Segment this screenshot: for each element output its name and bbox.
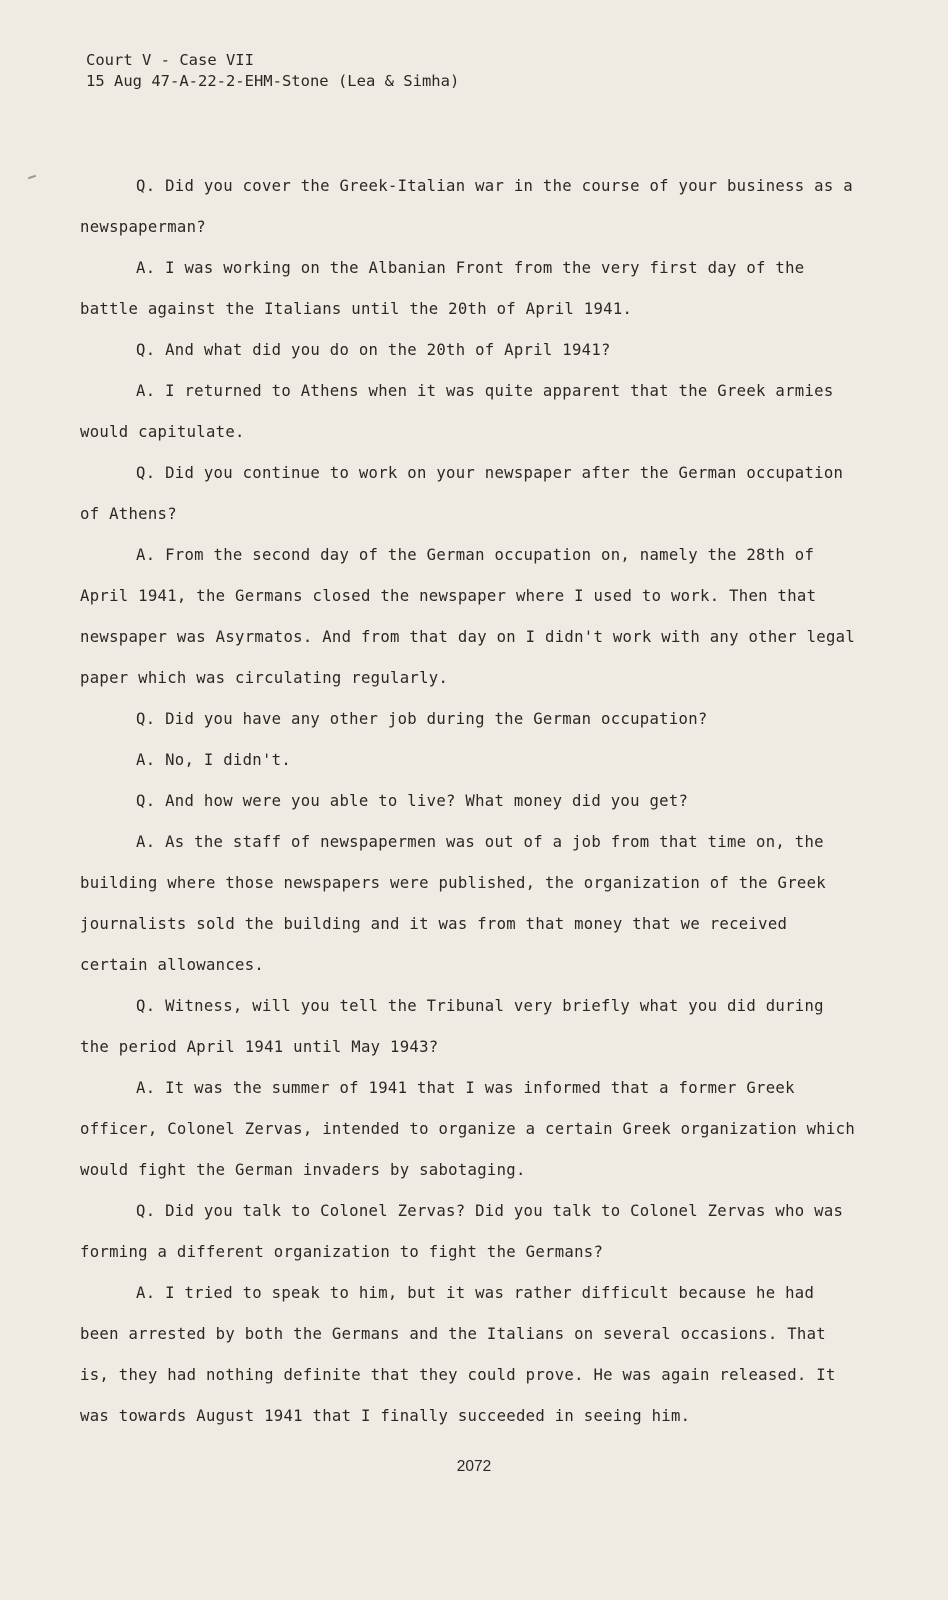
testimony-paragraph: A. I tried to speak to him, but it was rather difficult because he had been arrested by both the Germans and the Italians on several occasions. That is, they had nothing definite that they could prove. He was again released. It was towards August 1941 that I finally succeeded in seeing him. [80, 1284, 836, 1425]
testimony-paragraph: Q. Did you continue to work on your newspaper after the German occupation of Athens? [80, 464, 844, 523]
header-court-case: Court V - Case VII [86, 51, 254, 69]
testimony-paragraph: A. From the second day of the German occupation on, namely the 28th of April 1941, the Germans closed the newspaper where I used to work. Then that newspaper was Asyrmatos. And from that day on I didn't work with any other legal paper which was circulating regularly. [80, 546, 856, 687]
testimony-paragraph: Q. And how were you able to live? What money did you get? [136, 792, 689, 810]
paper-speck [28, 175, 36, 180]
testimony-paragraph: A. I was working on the Albanian Front from the very first day of the battle against the Italians until the 20th of April 1941. [80, 259, 805, 318]
testimony-body [80, 166, 860, 1437]
testimony-paragraph: A. It was the summer of 1941 that I was informed that a former Greek officer, Colonel Zervas, intended to organize a certain Greek organization which would fight the German invaders by sabotaging. [80, 1079, 856, 1179]
testimony-paragraph: Q. Did you have any other job during the German occupation? [136, 710, 708, 728]
testimony-paragraph: Q. Did you talk to Colonel Zervas? Did you talk to Colonel Zervas who was forming a different organization to fight the Germans? [80, 1202, 844, 1261]
testimony-paragraph: Q. Witness, will you tell the Tribunal very briefly what you did during the period April 1941 until May 1943? [80, 997, 824, 1056]
testimony-paragraph: A. I returned to Athens when it was quite apparent that the Greek armies would capitulate. [80, 382, 834, 441]
document-header [86, 50, 459, 92]
header-date-reference: 15 Aug 47-A-22-2-EHM-Stone (Lea & Simha) [86, 72, 460, 90]
testimony-paragraph: Q. Did you cover the Greek-Italian war in the course of your business as a newspaperman? [80, 177, 853, 236]
page-number: 2072 [456, 1458, 492, 1475]
testimony-paragraph: A. As the staff of newspapermen was out of a job from that time on, the building where those newspapers were published, the organization of the Greek journalists sold the building and it was from that money that we received certain allowances. [80, 833, 826, 974]
testimony-paragraph: A. No, I didn't. [136, 751, 292, 769]
testimony-paragraph: Q. And what did you do on the 20th of April 1941? [136, 341, 611, 359]
